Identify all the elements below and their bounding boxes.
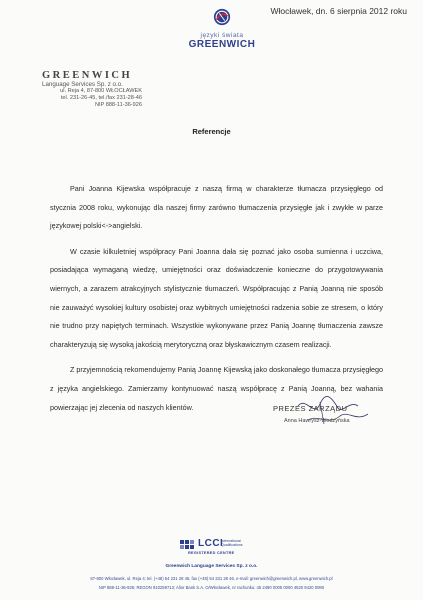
logo-subtitle: języki świata [200,32,244,39]
letter-body [50,180,383,424]
footer-address-line: 87-800 Włocławek, ul. Reja 4; tel. (+48) 54 231 28 45, fax (+48) 54 231 28 46, e-mail: greenwich@greenwich.pl, www.greenwich.pl [90,576,333,581]
sender-nip: NIP 888-11-36-926 [94,102,142,108]
sender-company: Language Services Sp. z o.o. [42,81,123,88]
sender-block [24,70,174,109]
lcci-brand: LCCI [198,538,224,549]
lcci-sub-line: International [221,539,241,543]
sender-name: GREENWICH [42,70,133,81]
signatory-title: PREZES ZARZĄDU [273,404,348,413]
footer-company: Greenwich Language Services Sp. z o.o. [165,564,258,569]
signatory-name: Anna Hawrysz-Wodzyńska [284,418,350,424]
body-paragraph: Z przyjemnością rekomendujemy Panią Joannę Kijewską jako doskonałego tłumacza przysięgłego z języka angielskiego. Zamierzamy kontynuować naszą współpracę z Panią Joanną, bez wahania powierzając jej zlecenia od naszych klientów. [50,365,383,412]
greenwich-logo [172,8,272,50]
logo-brand: GREENWICH [188,39,256,50]
lcci-sub-line: Qualifications [221,543,243,548]
body-paragraph: W czasie kilkuletniej współpracy Pani Joanna dała się poznać jako osoba sumienna i uczciwa, posiadająca wymaganą wiedzę, umiejętności oraz doświadczenie konieczne do przygotowywania wiernych, a zarazem atrakcyjnych stylistycznie tłumaczeń. Współpracując z Panią Joanną nie sposób nie zauważyć wysokiej kultury osobistej oraz wybitnych umiejętności radzenia sobie ze stresem, o który nie trudno przy napiętych terminach. Wszystkie wykonywane przez Panią Joannę tłumaczenia zawsze charakteryzują się wysoką jakością merytoryczną oraz błyskawicznym czasem realizacji. [50,246,383,349]
footer-bank-line: NIP 888-11-36-926; REGON 910259713; Alior Bank S.A. O/Włocławek, nr rachunku: 45 2490 0005 0000 4520 9420 0080 [98,585,325,590]
lcci-registered: REGISTERED CENTRE [188,551,235,555]
lcci-subtitle [221,539,243,547]
sender-phone: tel. 231-26-45, tel./fax 231-28-46 [60,95,142,101]
globe-icon [213,8,231,26]
handwritten-signature [268,394,378,434]
date-line: Włocławek, dn. 6 sierpnia 2012 roku [270,6,407,16]
letter-heading: Referencje [192,127,231,136]
body-paragraph: Pani Joanna Kijewska współpracuje z naszą firmą w charakterze tłumacza przysięgłego od stycznia 2008 roku, wykonując dla naszej firmy zarówno tłumaczenia przysięgłe jak i zwykłe w parze językowej polski<->angielski. [50,184,383,231]
sender-address: ul. Reja 4, 87-800 WŁOCŁAWEK [60,88,142,94]
